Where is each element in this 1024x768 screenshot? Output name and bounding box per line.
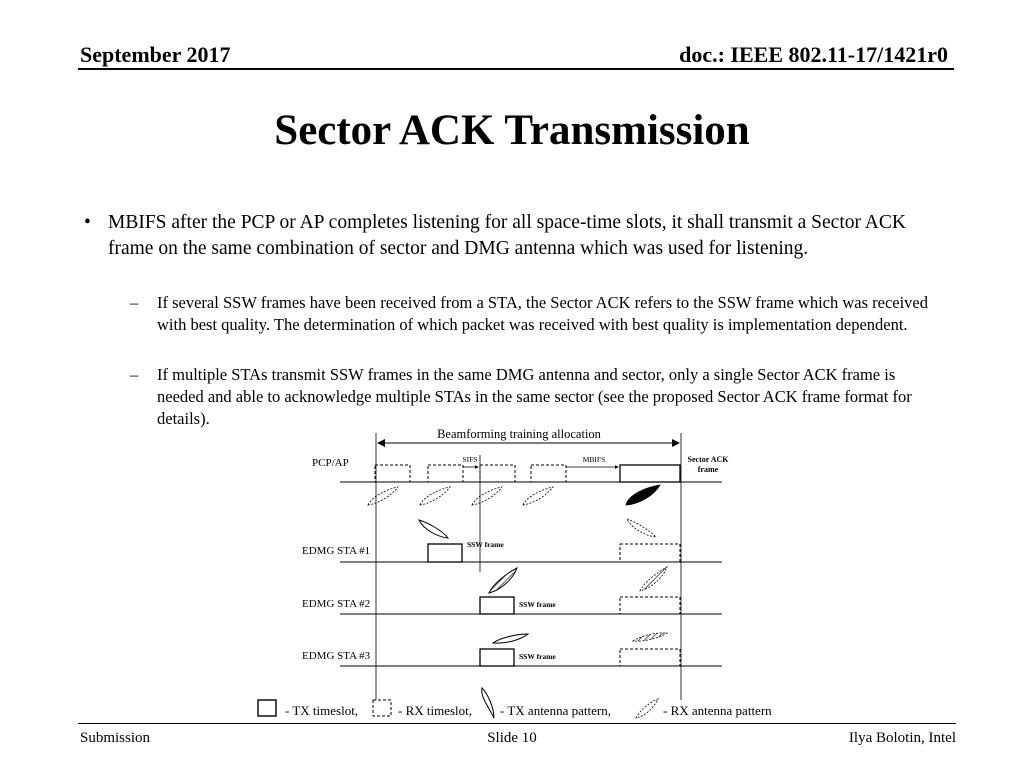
sta2-rx-timeslot [620, 597, 680, 614]
mbifs-label: MBIFS [582, 455, 606, 464]
tx-antenna-pattern [489, 568, 517, 593]
footer-submission: Submission [80, 730, 151, 746]
slide-title: Sector ACK Transmission [274, 107, 750, 154]
footer-divider [78, 723, 956, 724]
sifs-label: SIFS [462, 455, 478, 464]
allocation-label: Beamforming training allocation [437, 427, 601, 441]
sector-ack-tx-timeslot [620, 465, 680, 482]
row-label-sta3: EDMG STA #3 [302, 650, 371, 662]
dash-marker: – [130, 293, 139, 312]
footer-author: Ilya Bolotin, Intel [848, 730, 956, 746]
sector-ack-label-line1: Sector ACK [687, 455, 729, 464]
sta1-tx-timeslot [428, 544, 462, 562]
sub-bullet-2-text: If multiple STAs transmit SSW frames in the same DMG antenna and sector, only a single Sector ACK frame is needed and able to acknowledge multiple STAs in the same sector (see the proposed Sector ACK frame format for details). [157, 365, 912, 428]
bullet-marker: • [84, 212, 91, 233]
row-label-sta2: EDMG STA #2 [302, 598, 371, 610]
sta3-rx-timeslot [620, 649, 680, 666]
sta3-tx-timeslot [480, 649, 514, 666]
pcp-rx-timeslot [480, 465, 515, 482]
tx-antenna-pattern [493, 634, 528, 643]
row-label-pcp-ap: PCP/AP [312, 457, 349, 469]
footer-slide-number: Slide 10 [487, 730, 537, 746]
rx-antenna-pattern [627, 519, 656, 537]
pcp-rx-timeslot [531, 465, 566, 482]
sub-bullet-1-text: If several SSW frames have been received from a STA, the Sector ACK refers to the SSW frame which was received with best quality. The determination of which packet was received with best quality is implementation dependent. [157, 293, 929, 334]
tx-antenna-pattern [419, 520, 448, 538]
rx-antenna-pattern [420, 487, 450, 505]
legend-tx-pattern-text: - TX antenna pattern, [500, 703, 611, 718]
main-bullet-text: MBIFS after the PCP or AP completes listening for all space-time slots, it shall transmit a Sector ACK frame on the same combination of sector and DMG antenna which was used for listening. [108, 212, 906, 259]
sta1-ssw-label: SSW frame [467, 540, 504, 549]
legend-tx-timeslot-text: - TX timeslot, [285, 703, 359, 718]
sector-ack-label-line2: frame [697, 465, 719, 474]
rx-antenna-pattern [472, 487, 502, 505]
header-date: September 2017 [80, 42, 231, 67]
dash-marker: – [130, 365, 139, 384]
legend-tx-pattern-icon [482, 688, 494, 718]
pcp-rx-timeslot [375, 465, 410, 482]
sta1-rx-timeslot [620, 544, 680, 562]
legend-rx-timeslot-text: - RX timeslot, [398, 703, 473, 718]
row-label-sta1: EDMG STA #1 [302, 545, 371, 557]
sta2-tx-timeslot [480, 597, 514, 614]
legend-tx-timeslot-icon [258, 700, 276, 716]
sta3-ssw-label: SSW frame [519, 652, 556, 661]
tx-antenna-pattern [626, 485, 660, 505]
legend-rx-timeslot-icon [373, 700, 391, 716]
pcp-rx-timeslot [428, 465, 463, 482]
rx-antenna-pattern [523, 487, 553, 505]
rx-antenna-pattern [640, 567, 667, 591]
rx-antenna-pattern [368, 487, 398, 505]
legend-rx-pattern-text: - RX antenna pattern [663, 703, 772, 718]
rx-antenna-pattern [633, 633, 667, 641]
header-doc-id: doc.: IEEE 802.11-17/1421r0 [679, 42, 948, 67]
legend-rx-pattern-icon [636, 699, 658, 718]
sta2-ssw-label: SSW frame [519, 600, 556, 609]
